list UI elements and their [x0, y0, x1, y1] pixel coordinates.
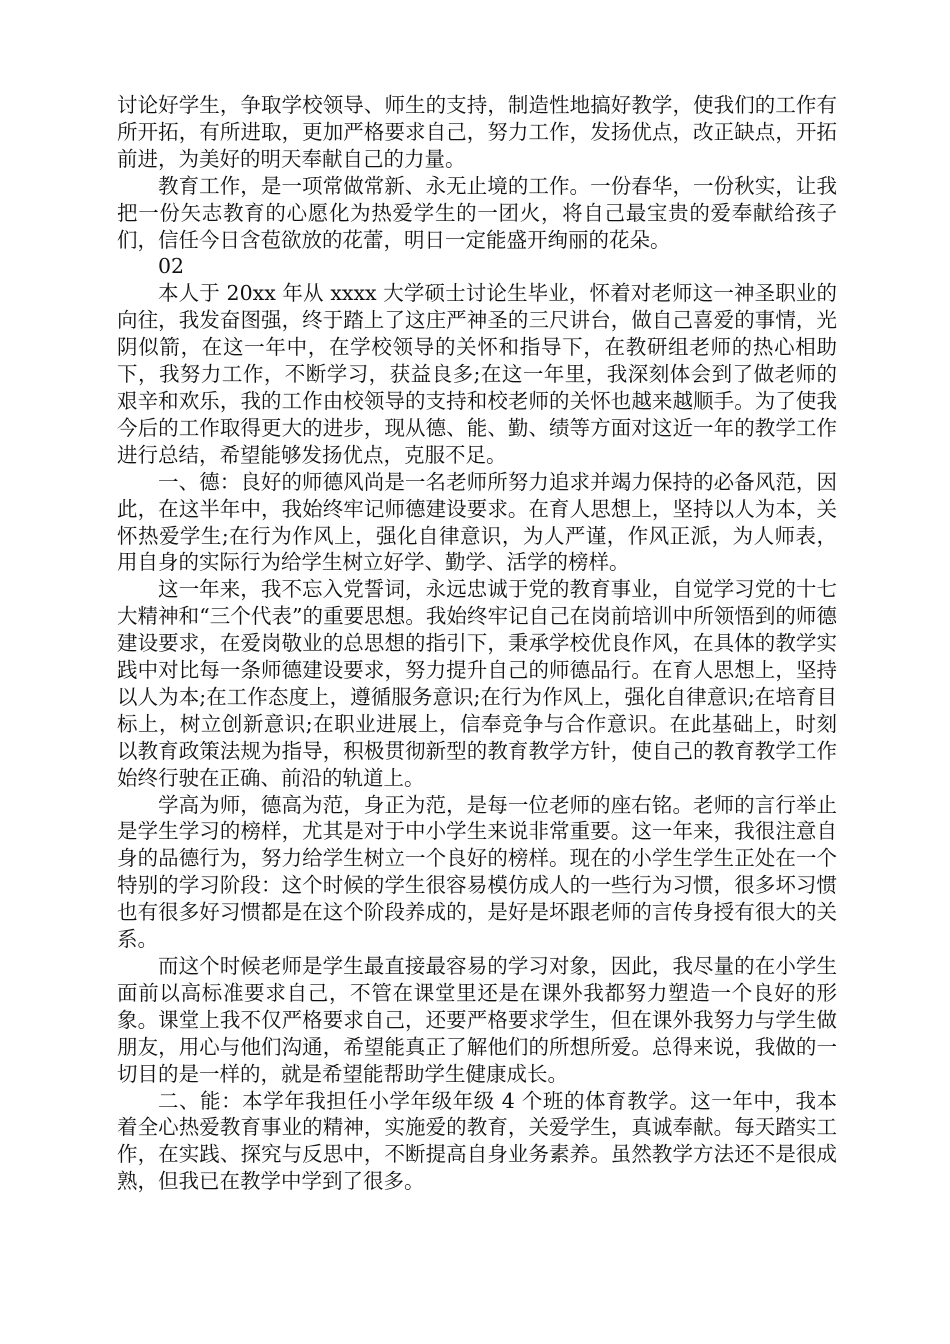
paragraph: 一、德：良好的师德风尚是一名老师所努力追求并竭力保持的必备风范，因此，在这半年中，我始终牢记师德建设要求。在育人思想上，坚持以人为本，关怀热爱学生;在行为作风上，强化自律意识，为人严谨，作风正派，为人师表，用自身的实际行为给学生树立好学、勤学、活学的榜样。: [117, 469, 837, 575]
paragraph: 二、能：本学年我担任小学年级年级 4 个班的体育教学。这一年中，我本着全心热爱教育事业的精神，实施爱的教育，关爱学生，真诚奉献。每天踏实工作，在实践、探究与反思中，不断提高自身业务素养。虽然教学方法还不是很成熟，但我已在教学中学到了很多。: [117, 1088, 837, 1194]
paragraph: 这一年来，我不忘入党誓词，永远忠诚于党的教育事业，自觉学习党的十七大精神和“三个代表”的重要思想。我始终牢记自己在岗前培训中所领悟到的师德建设要求，在爱岗敬业的总思想的指引下，秉承学校优良作风，在具体的教学实践中对比每一条师德建设要求，努力提升自己的师德品行。在育人思想上，坚持以人为本;在工作态度上，遵循服务意识;在行为作风上，强化自律意识;在培育目标上，树立创新意识;在职业进展上，信奉竞争与合作意识。在此基础上，时刻以教育政策法规为指导，积极贯彻新型的教育教学方针，使自己的教育教学工作始终行驶在正确、前沿的轨道上。: [117, 577, 837, 790]
paragraph: 学高为师，德高为范，身正为范，是每一位老师的座右铭。老师的言行举止是学生学习的榜样，尤其是对于中小学生来说非常重要。这一年来，我很注意自身的品德行为，努力给学生树立一个良好的榜样。现在的小学生学生正处在一个特别的学习阶段：这个时候的学生很容易模仿成人的一些行为习惯，很多坏习惯也有很多好习惯都是在这个阶段养成的，是好是坏跟老师的言传身授有很大的关系。: [117, 792, 837, 952]
document-body: [117, 92, 837, 1195]
paragraph: 而这个时候老师是学生最直接最容易的学习对象，因此，我尽量的在小学生面前以高标准要求自己，不管在课堂里还是在课外我都努力塑造一个良好的形象。课堂上我不仅严格要求自己，还要严格要求学生，但在课外我努力与学生做朋友，用心与他们沟通，希望能真正了解他们的所想所爱。总得来说，我做的一切目的是一样的，就是希望能帮助学生健康成长。: [117, 954, 837, 1086]
section-number: 02: [158, 254, 185, 279]
paragraph: 本人于 20xx 年从 xxxx 大学硕士讨论生毕业，怀着对老师这一神圣职业的向往，我发奋图强，终于踏上了这庄严神圣的三尺讲台，做自己喜爱的事情，光阴似箭，在这一年中，在学校领导的关怀和指导下，在教研组老师的热心相助下，我努力工作，不断学习，获益良多;在这一年里，我深刻体会到了做老师的艰辛和欢乐，我的工作由校领导的支持和校老师的关怀也越来越顺手。为了使我今后的工作取得更大的进步，现从德、能、勤、绩等方面对这近一年的教学工作进行总结，希望能够发扬优点，克服不足。: [117, 281, 837, 467]
paragraph: 讨论好学生，争取学校领导、师生的支持，制造性地搞好教学，使我们的工作有所开拓，有所进取，更加严格要求自己，努力工作，发扬优点，改正缺点，开拓前进，为美好的明天奉献自己的力量。: [117, 93, 837, 171]
paragraph: 教育工作，是一项常做常新、永无止境的工作。一份春华，一份秋实，让我把一份矢志教育的心愿化为热爱学生的一团火，将自己最宝贵的爱奉献给孩子们，信任今日含苞欲放的花蕾，明日一定能盛开绚丽的花朵。: [117, 173, 837, 252]
